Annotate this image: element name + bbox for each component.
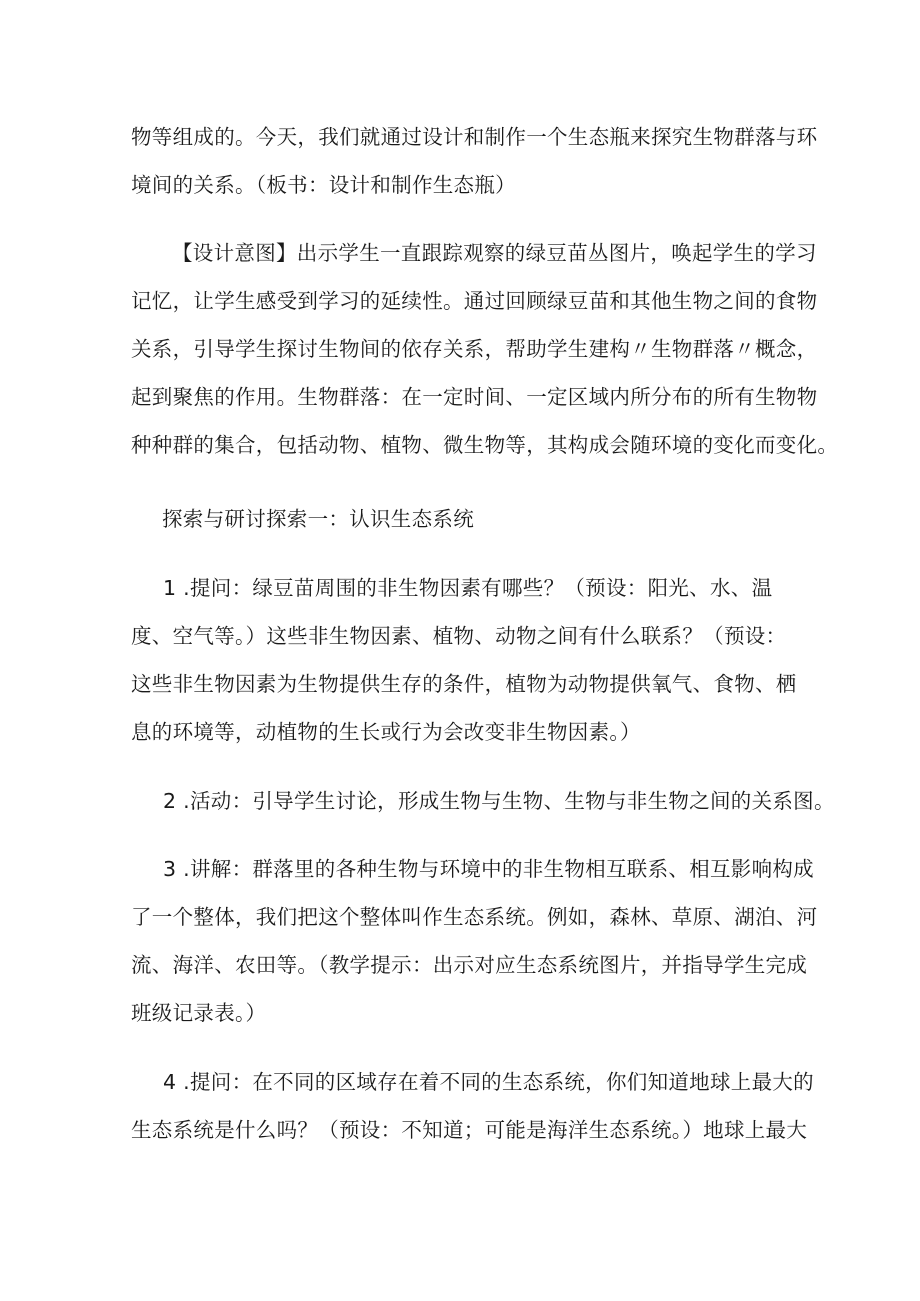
text-line: 2 .活动：引导学生讨论，形成生物与生物、生物与非生物之间的关系图。 bbox=[163, 789, 835, 813]
text-line: 度、空气等。）这些非生物因素、植物、动物之间有什么联系？（预设： bbox=[131, 624, 787, 648]
text-line: 起到聚焦的作用。生物群落：在一定时间、一定区域内所分布的所有生物物 bbox=[131, 385, 818, 409]
heading-line: 探索与研讨探索一：认识生态系统 bbox=[162, 507, 474, 531]
text-line: 种种群的集合，包括动物、植物、微生物等，其构成会随环境的变化而变化。 bbox=[131, 433, 839, 457]
text-line: 关系，引导学生探讨生物间的依存关系，帮助学生建构〃生物群落〃概念， bbox=[131, 337, 818, 361]
text-line: 4 .提问：在不同的区域存在着不同的生态系统，你们知道地球上最大的 bbox=[163, 1070, 814, 1094]
text-line: 3 .讲解：群落里的各种生物与环境中的非生物相互联系、相互影响构成 bbox=[163, 857, 814, 881]
text-line: 流、海洋、农田等。（教学提示：出示对应生态系统图片，并指导学生完成 bbox=[131, 953, 808, 977]
text-line: 记忆，让学生感受到学习的延续性。通过回顾绿豆苗和其他生物之间的食物 bbox=[131, 289, 818, 313]
text-line: 生态系统是什么吗？（预设：不知道；可能是海洋生态系统。）地球上最大 bbox=[131, 1118, 808, 1142]
text-line: 这些非生物因素为生物提供生存的条件，植物为动物提供氧气、食物、栖 bbox=[131, 672, 797, 696]
text-line: 息的环境等，动植物的生长或行为会改变非生物因素。） bbox=[131, 720, 641, 744]
text-line: 1 .提问：绿豆苗周围的非生物因素有哪些？（预设：阳光、水、温 bbox=[163, 576, 773, 600]
text-line: 物等组成的。今天，我们就通过设计和制作一个生态瓶来探究生物群落与环 bbox=[131, 125, 818, 149]
text-line: 【设计意图】出示学生一直跟踪观察的绿豆苗丛图片，唤起学生的学习 bbox=[172, 241, 817, 265]
text-line: 境间的关系。（板书：设计和制作生态瓶） bbox=[131, 173, 516, 197]
text-line: 班级记录表。） bbox=[131, 1001, 267, 1025]
text-line: 了一个整体，我们把这个整体叫作生态系统。例如，森林、草原、湖泊、河 bbox=[131, 905, 818, 929]
